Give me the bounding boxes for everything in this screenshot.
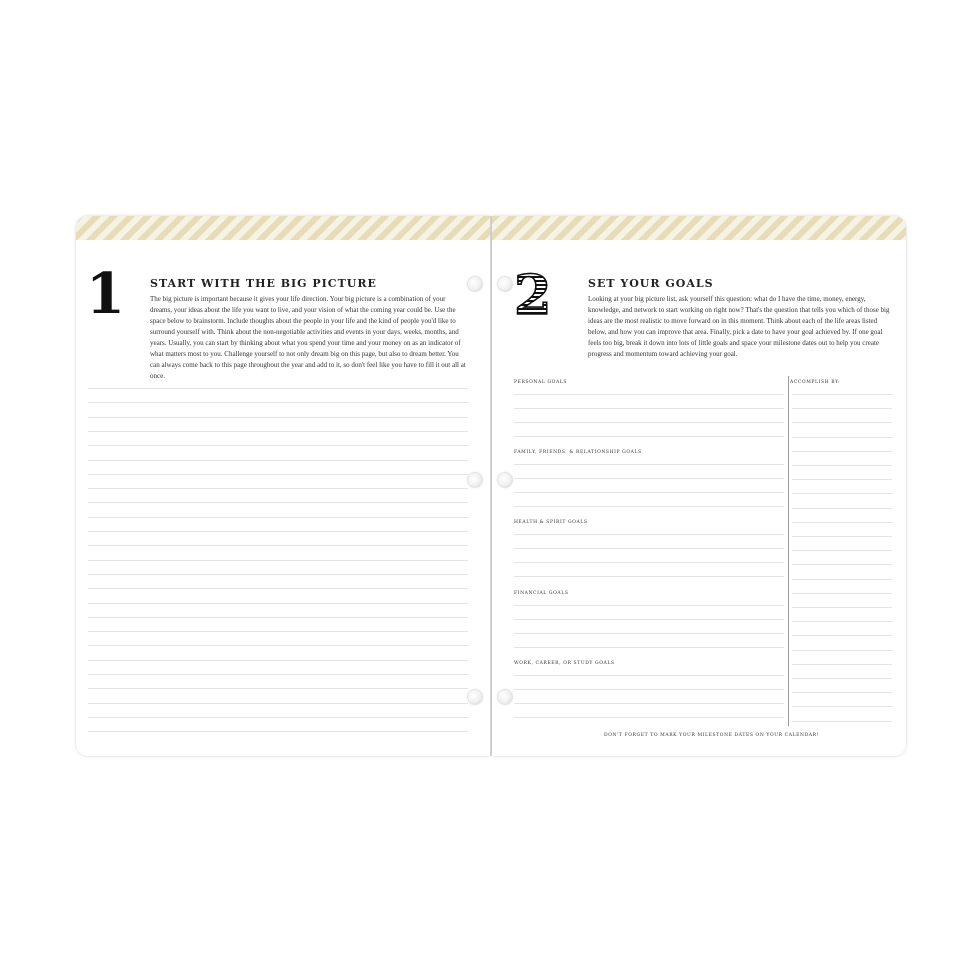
ruled-line [514, 703, 784, 704]
ruled-line [514, 408, 784, 409]
ruled-line [792, 408, 892, 409]
section-label-health: HEALTH & SPIRIT GOALS [514, 520, 588, 525]
ruled-line [792, 706, 892, 707]
page-title: START WITH THE BIG PICTURE [150, 277, 377, 290]
ruled-line [88, 517, 468, 518]
ruled-line [792, 536, 892, 537]
ruled-line [792, 451, 892, 452]
ruled-line [514, 647, 784, 648]
ruled-line [792, 593, 892, 594]
ruled-line [88, 431, 468, 432]
ruled-line [514, 689, 784, 690]
ruled-line [88, 660, 468, 661]
ruled-line [88, 460, 468, 461]
ruled-line [88, 474, 468, 475]
ruled-line [514, 534, 784, 535]
ruled-line [88, 688, 468, 689]
ruled-line [88, 703, 468, 704]
ruled-line [88, 388, 468, 389]
ruled-line [792, 692, 892, 693]
ruled-line [514, 436, 784, 437]
ruled-line [88, 617, 468, 618]
ruled-line [792, 564, 892, 565]
step-number-2: 2 [514, 263, 552, 327]
ruled-line [792, 664, 892, 665]
ruled-line [792, 607, 892, 608]
ruled-line [88, 603, 468, 604]
ruled-line [514, 492, 784, 493]
column-divider [788, 376, 789, 726]
ruled-line [514, 619, 784, 620]
ruled-line [514, 422, 784, 423]
binder-ring [498, 473, 512, 487]
ruled-line [792, 650, 892, 651]
ruled-line [514, 562, 784, 563]
ruled-line [88, 545, 468, 546]
ruled-line [514, 576, 784, 577]
ruled-line [792, 508, 892, 509]
ruled-line [88, 574, 468, 575]
binder-ring [468, 473, 482, 487]
ruled-line [88, 402, 468, 403]
ruled-line [88, 445, 468, 446]
section-label-family: FAMILY, FRIENDS, & RELATIONSHIP GOALS [514, 450, 642, 455]
ruled-line [88, 531, 468, 532]
ruled-line [514, 633, 784, 634]
accomplish-by-label: ACCOMPLISH BY: [790, 380, 841, 385]
ruled-line [88, 717, 468, 718]
ruled-line [792, 465, 892, 466]
binder-ring [468, 690, 482, 704]
section-label-work: WORK, CAREER, OR STUDY GOALS [514, 661, 615, 666]
ruled-line [792, 522, 892, 523]
ruled-line [514, 506, 784, 507]
left-page [76, 216, 490, 756]
intro-paragraph: The big picture is important because it gives your life direction. Your big picture is a combination of your dreams, your ideas about the life you want to live, and your vision of what the coming year could be. Use the space below to brainstorm. Include thoughts about the people in your life and the kind of people you'd like to surround yourself with. Think about the non-negotiable activities and events in your days, weeks, months, and years. Usually, you can start by thinking about what you spend your time and your money on as an indicator of what matters most to you. Challenge yourself to not only dream big on this page, but also to dream better. You can always come back to this page throughout the year and add to it, so don't feel like you have to fill it out all at once. [150, 295, 466, 380]
planner-spread [76, 216, 906, 756]
ruled-line [792, 550, 892, 551]
step-number-1: 1 [86, 261, 125, 327]
ruled-line [88, 488, 468, 489]
ruled-line [792, 635, 892, 636]
binder-ring [468, 277, 482, 291]
ruled-line [88, 588, 468, 589]
ruled-line [88, 560, 468, 561]
footer-note: DON'T FORGET TO MARK YOUR MILESTONE DATES ON YOUR CALENDAR! [604, 733, 820, 738]
ruled-line [792, 437, 892, 438]
ruled-line [88, 731, 468, 732]
decorative-stripe-band [492, 216, 906, 240]
ruled-line [514, 548, 784, 549]
ruled-line [88, 674, 468, 675]
decorative-stripe-band [76, 216, 490, 240]
section-label-personal: PERSONAL GOALS [514, 380, 568, 385]
ruled-line [792, 621, 892, 622]
ruled-line [514, 478, 784, 479]
ruled-line [514, 717, 784, 718]
ruled-line [514, 605, 784, 606]
ruled-line [88, 645, 468, 646]
binder-ring [498, 690, 512, 704]
right-page [492, 216, 906, 756]
ruled-line [514, 464, 784, 465]
ruled-line [514, 394, 784, 395]
ruled-line [88, 631, 468, 632]
ruled-line [792, 678, 892, 679]
ruled-line [514, 675, 784, 676]
ruled-line [88, 502, 468, 503]
ruled-line [792, 479, 892, 480]
section-label-financial: FINANCIAL GOALS [514, 591, 569, 596]
ruled-line [792, 721, 892, 722]
ruled-line [88, 417, 468, 418]
ruled-line [792, 422, 892, 423]
ruled-line [792, 394, 892, 395]
intro-paragraph: Looking at your big picture list, ask yourself this question: what do I have the time, money, energy, knowledge, and network to start working on right now? That's the question that tells you which of those big ideas are the most realistic to move forward on in this moment. Think about each of the life areas listed below, and how you can improve that area. Finally, pick a date to have your goal achieved by. If one goal feels too big, break it down into lots of little goals and space your milestone dates out to help you create progress and momentum toward achieving your goal. [588, 295, 890, 358]
ruled-line [792, 493, 892, 494]
binder-ring [498, 277, 512, 291]
page-title: SET YOUR GOALS [588, 277, 714, 290]
ruled-line [792, 579, 892, 580]
